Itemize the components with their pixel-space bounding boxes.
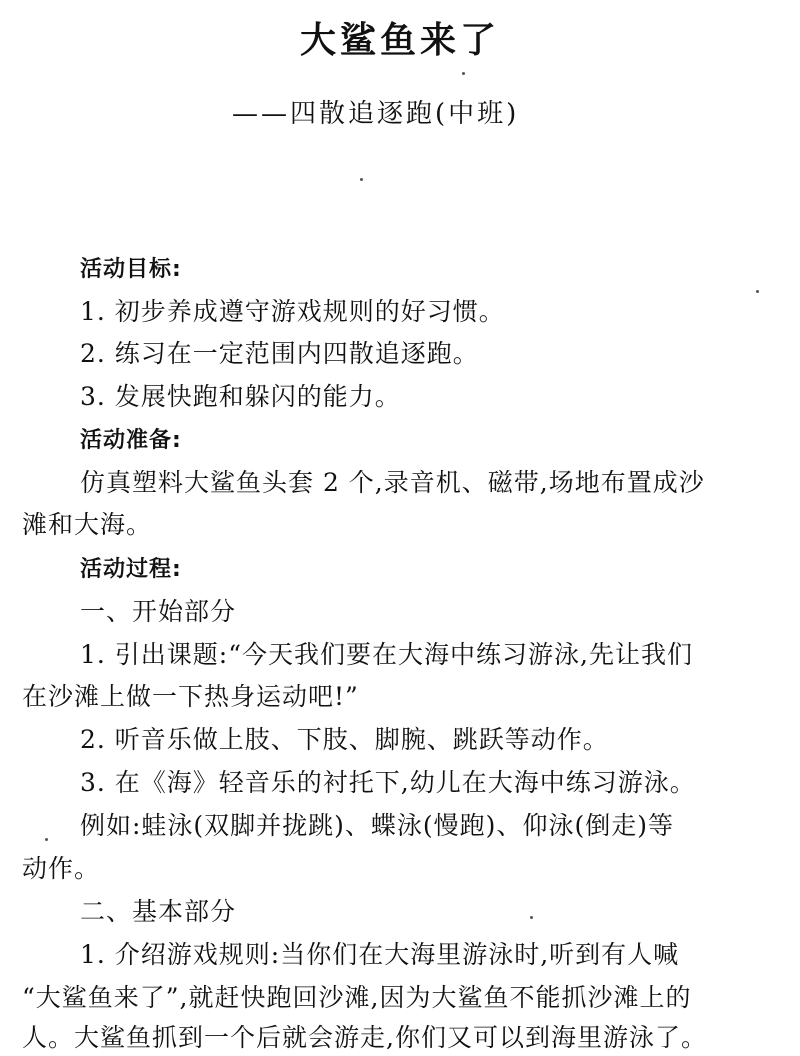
- prep-line-2: 滩和大海。: [22, 510, 153, 539]
- step3-line: 3. 在《海》轻音乐的衬托下,幼儿在大海中练习游泳。: [80, 768, 696, 797]
- page-subtitle: ——四散追逐跑(中班): [232, 99, 520, 129]
- scan-speck: [462, 72, 465, 75]
- goals-heading: 活动目标:: [80, 257, 182, 282]
- scan-speck: [45, 838, 48, 841]
- example-line-2: 动作。: [22, 854, 101, 883]
- goal-item-3: 3. 发展快跑和躲闪的能力。: [80, 382, 401, 411]
- page-title: 大鲨鱼来了: [299, 20, 500, 61]
- goal-item-2: 2. 练习在一定范围内四散追逐跑。: [80, 339, 479, 368]
- prep-heading: 活动准备:: [80, 428, 182, 453]
- example-line-1: 例如:蛙泳(双脚并拢跳)、蝶泳(慢跑)、仰泳(倒走)等: [80, 811, 674, 840]
- process-heading: 活动过程:: [80, 557, 182, 582]
- step2-line: 2. 听音乐做上肢、下肢、脚腕、跳跃等动作。: [80, 725, 609, 754]
- rule-line-2: “大鲨鱼来了”,就赶快跑回沙滩,因为大鲨鱼不能抓沙滩上的: [22, 983, 692, 1012]
- part2-heading: 二、基本部分: [80, 897, 237, 926]
- prep-line-1: 仿真塑料大鲨鱼头套 2 个,录音机、磁带,场地布置成沙: [80, 468, 705, 497]
- rule-line-3: 人。大鲨鱼抓到一个后就会游走,你们又可以到海里游泳了。: [22, 1023, 707, 1052]
- goal-item-1: 1. 初步养成遵守游戏规则的好习惯。: [80, 297, 505, 326]
- step1-line-2: 在沙滩上做一下热身运动吧!”: [22, 682, 359, 711]
- rule-line-1: 1. 介绍游戏规则:当你们在大海里游泳时,听到有人喊: [80, 940, 680, 969]
- scan-speck: [360, 178, 363, 181]
- scan-speck: [530, 916, 533, 919]
- scan-speck: [756, 290, 759, 293]
- step1-line-1: 1. 引出课题:“今天我们要在大海中练习游泳,先让我们: [80, 640, 693, 669]
- part1-heading: 一、开始部分: [80, 597, 237, 626]
